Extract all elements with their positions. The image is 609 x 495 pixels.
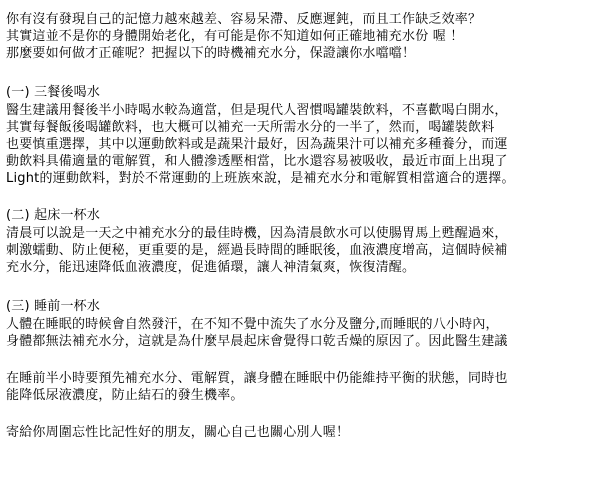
section-1-line-4: 動飲料具備適量的電解質，和人體滲透壓相當，比水還容易被吸收，最近市面上出現了	[6, 154, 508, 169]
section-2-line-1: 清晨可以說是一天之中補充水分的最佳時機，因為清晨飲水可以使腸胃馬上甦醒過來，	[6, 226, 508, 241]
article	[6, 11, 604, 441]
intro-line-3: 那麼要如何做才正確呢？把握以下的時機補充水分，保證讓你水噹噹！	[6, 46, 416, 61]
section-3-extra-line-2: 能降低尿液濃度，防止結石的發生機率。	[6, 388, 244, 403]
section-2-line-3: 充水分，能迅速降低血液濃度，促進循環，讓人神清氣爽，恢復清醒。	[6, 260, 416, 275]
section-1-line-1: 醫生建議用餐後半小時喝水較為適當，但是現代人習慣喝罐裝飲料，不喜歡喝白開水，	[6, 103, 508, 118]
section-3-line-2: 身體都無法補充水分，這就是為什麼早晨起床會覺得口乾舌燥的原因了。因此醫生建議	[6, 334, 508, 349]
section-3-heading: (三) 睡前一杯水	[6, 299, 101, 314]
intro-line-2: 其實這並不是你的身體開始老化，有可能是你不知道如何正確地補充水份 喔 ！	[6, 29, 464, 44]
intro-line-1: 你有沒有發現自己的記憶力越來越差、容易呆滯、反應遲鈍，而且工作缺乏效率？	[6, 12, 482, 27]
section-1-line-5: Light的運動飲料，對於不常運動的上班族來說，是補充水分和電解質相當適合的選擇。	[6, 171, 515, 186]
section-1-heading: (一) 三餐後喝水	[6, 85, 101, 100]
section-3-extra-line-1: 在睡前半小時要預先補充水分、電解質，讓身體在睡眠中仍能維持平衡的狀態，同時也	[6, 371, 508, 386]
section-2-line-2: 刺激蠕動、防止便秘，更重要的是，經過長時間的睡眠後，血液濃度增高，這個時候補	[6, 243, 508, 258]
section-2-heading: (二) 起床一杯水	[6, 208, 101, 223]
section-1-line-3: 也要慎重選擇，其中以運動飲料或是蔬果汁最好，因為蔬果汁可以補充多種養分，而運	[6, 137, 508, 152]
section-3-line-1: 人體在睡眠的時候會自然發汗，在不知不覺中流失了水分及鹽分,而睡眠的八小時內，	[6, 317, 499, 332]
closing-line: 寄給你周圍忘性比記性好的朋友，關心自己也關心別人喔！	[6, 425, 350, 440]
section-1-line-2: 其實每餐飯後喝罐飲料，也大概可以補充一天所需水分的一半了，然而，喝罐裝飲料	[6, 120, 495, 135]
